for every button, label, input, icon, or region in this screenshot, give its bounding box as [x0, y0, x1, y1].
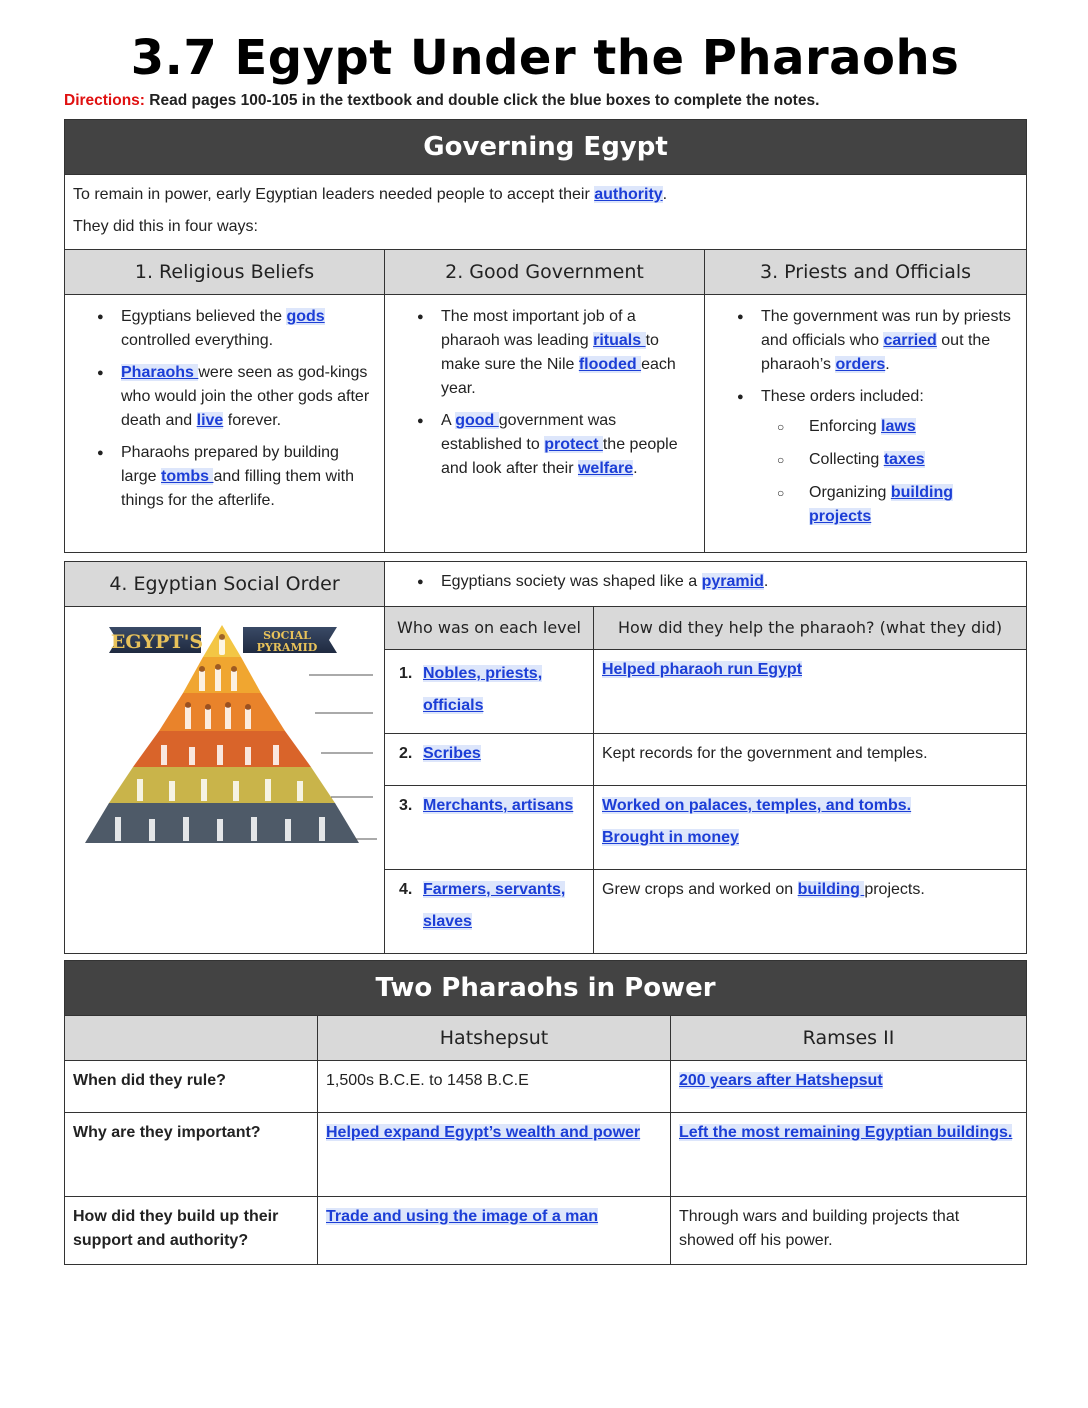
- blank-brought-money[interactable]: Brought in money: [602, 829, 739, 846]
- social-pyramid-image: [65, 607, 383, 857]
- text: These orders included:: [761, 388, 924, 405]
- col-good-government-header: 2. Good Government: [385, 250, 705, 295]
- level-number: 2.: [399, 745, 413, 762]
- level-4-how: [594, 870, 1027, 954]
- blank-taxes[interactable]: taxes: [883, 451, 925, 468]
- level-number: 1.: [399, 665, 413, 682]
- corner-cell: [65, 1016, 318, 1061]
- intro-text: To remain in power, early Egyptian leaders needed people to accept their: [73, 186, 595, 203]
- level-3-how: [594, 786, 1027, 870]
- blank-gods[interactable]: gods: [286, 308, 325, 325]
- blank-nobles[interactable]: Nobles, priests, officials: [423, 665, 543, 714]
- list-item: [441, 409, 696, 481]
- text: The government was run by priests and officials who: [761, 308, 1011, 349]
- text: Enforcing: [809, 418, 882, 435]
- level-2-how: Kept records for the government and temples.: [594, 734, 1027, 786]
- pyramid-image-cell: [65, 607, 385, 954]
- list-item: [761, 385, 1018, 529]
- governing-egypt-table: [64, 119, 1027, 553]
- list-item: [121, 361, 376, 433]
- level-number: 4.: [399, 881, 413, 898]
- text: forever.: [223, 412, 282, 429]
- answer-why-ramses: [671, 1113, 1027, 1197]
- intro-period: .: [662, 186, 668, 203]
- col-who-header: Who was on each level: [385, 607, 594, 650]
- blank-laws[interactable]: laws: [881, 418, 916, 435]
- directions: [64, 92, 1026, 110]
- text: government was established to: [441, 412, 617, 453]
- text: and filling them with things for the afterlife.: [121, 468, 354, 509]
- question-how: How did they build up their support and authority?: [65, 1197, 318, 1265]
- blank-orders[interactable]: orders: [835, 356, 886, 373]
- text: to make sure the Nile: [441, 332, 659, 373]
- banner-title-right-1: SOCIAL: [263, 629, 311, 642]
- level-3-who: [385, 786, 594, 870]
- worksheet-page: [64, 26, 1026, 1265]
- blank-remaining-buildings[interactable]: Left the most remaining Egyptian buildings.: [679, 1124, 1013, 1141]
- blank-pyramid[interactable]: pyramid: [701, 573, 764, 590]
- col-religious-beliefs-header: 1. Religious Beliefs: [65, 250, 385, 295]
- level-1-who: [385, 650, 594, 734]
- pyramid-tier-2: [183, 657, 261, 693]
- text: out the pharaoh’s: [761, 332, 991, 373]
- text: Pharaohs prepared by building large: [121, 444, 339, 485]
- answer-how-hatshepsut: [318, 1197, 671, 1265]
- blank-worked-on-palaces[interactable]: Worked on palaces, temples, and tombs.: [602, 797, 912, 814]
- directions-text: Read pages 100-105 in the textbook and double click the blue boxes to complete the notes.: [144, 92, 820, 109]
- text: A: [441, 412, 456, 429]
- answer-when-ramses: [671, 1061, 1027, 1113]
- list-item: [441, 570, 1018, 594]
- text: The most important job of a pharaoh was leading: [441, 308, 636, 349]
- level-1-how: [594, 650, 1027, 734]
- governing-intro: [65, 175, 1027, 250]
- blank-trade-image[interactable]: Trade and using the image of a man: [326, 1208, 599, 1225]
- social-order-table: [64, 561, 1027, 954]
- list-item: [761, 305, 1018, 377]
- col-priests-officials-header: 3. Priests and Officials: [705, 250, 1027, 295]
- banner-title-left: EGYPT'S: [110, 631, 204, 653]
- blank-farmers[interactable]: Farmers, servants, slaves: [423, 881, 566, 930]
- col-how-header: How did they help the pharaoh? (what they did): [594, 607, 1027, 650]
- blank-building[interactable]: building: [797, 881, 865, 898]
- good-government-cell: [385, 295, 705, 553]
- blank-building-projects[interactable]: building projects: [809, 484, 954, 525]
- text: were seen as god-kings who would join the other gods after death and: [121, 364, 370, 429]
- two-pharaohs-header: Two Pharaohs in Power: [65, 961, 1027, 1016]
- text: Egyptians society was shaped like a: [441, 573, 702, 590]
- governing-egypt-header: Governing Egypt: [65, 120, 1027, 175]
- text: Organizing: [809, 484, 891, 501]
- text: Collecting: [809, 451, 884, 468]
- sub-list-item: [809, 481, 1018, 529]
- level-2-who: [385, 734, 594, 786]
- sub-list-item: [809, 415, 1018, 439]
- text: Egyptians believed the: [121, 308, 287, 325]
- text: controlled everything.: [121, 332, 274, 349]
- page-title: 3.7 Egypt Under the Pharaohs: [130, 30, 960, 86]
- blank-live[interactable]: live: [196, 412, 224, 429]
- blank-wealth-power[interactable]: Helped expand Egypt’s wealth and power: [326, 1124, 641, 1141]
- text: .: [885, 356, 890, 373]
- text: each year.: [441, 356, 676, 397]
- two-pharaohs-table: [64, 960, 1027, 1265]
- blank-rituals[interactable]: rituals: [593, 332, 646, 349]
- blank-200-years[interactable]: 200 years after Hatshepsut: [679, 1072, 883, 1089]
- list-item: [441, 305, 696, 401]
- text: .: [763, 573, 769, 590]
- blank-protect[interactable]: protect: [544, 436, 603, 453]
- social-bullet-cell: [385, 562, 1027, 607]
- text: the people and look after their: [441, 436, 678, 477]
- blank-helped-pharaoh[interactable]: Helped pharaoh run Egypt: [602, 661, 803, 678]
- banner-title-right-2: PYRAMID: [256, 641, 318, 654]
- text: Grew crops and worked on: [602, 881, 798, 898]
- level-number: 3.: [399, 797, 413, 814]
- blank-flooded[interactable]: flooded: [578, 356, 642, 373]
- blank-carried[interactable]: carried: [883, 332, 937, 349]
- col-hatshepsut-header: Hatshepsut: [318, 1016, 671, 1061]
- question-when: When did they rule?: [65, 1061, 318, 1113]
- blank-welfare[interactable]: welfare: [577, 460, 634, 477]
- blank-authority[interactable]: authority: [594, 186, 663, 203]
- blank-merchants[interactable]: Merchants, artisans: [423, 797, 574, 814]
- religious-beliefs-cell: [65, 295, 385, 553]
- answer-when-hatshepsut: 1,500s B.C.E. to 1458 B.C.E: [318, 1061, 671, 1113]
- priests-officials-cell: [705, 295, 1027, 553]
- list-item: [121, 441, 376, 513]
- blank-pharaohs[interactable]: Pharaohs: [121, 364, 199, 381]
- blank-good[interactable]: good: [455, 412, 499, 429]
- answer-how-ramses: Through wars and building projects that showed off his power.: [671, 1197, 1027, 1265]
- pyramid-tier-3: [159, 693, 285, 731]
- blank-tombs[interactable]: tombs: [161, 468, 214, 485]
- question-why: Why are they important?: [65, 1113, 318, 1197]
- level-4-who: [385, 870, 594, 954]
- blank-scribes[interactable]: Scribes: [423, 745, 481, 762]
- directions-label: Directions:: [64, 92, 145, 109]
- text: .: [633, 460, 638, 477]
- col-ramses-header: Ramses II: [671, 1016, 1027, 1061]
- intro-ways: They did this in four ways:: [73, 218, 258, 235]
- sub-list-item: [809, 448, 1018, 472]
- social-order-header: 4. Egyptian Social Order: [65, 562, 385, 607]
- answer-why-hatshepsut: [318, 1113, 671, 1197]
- list-item: [121, 305, 376, 353]
- text: projects.: [864, 881, 925, 898]
